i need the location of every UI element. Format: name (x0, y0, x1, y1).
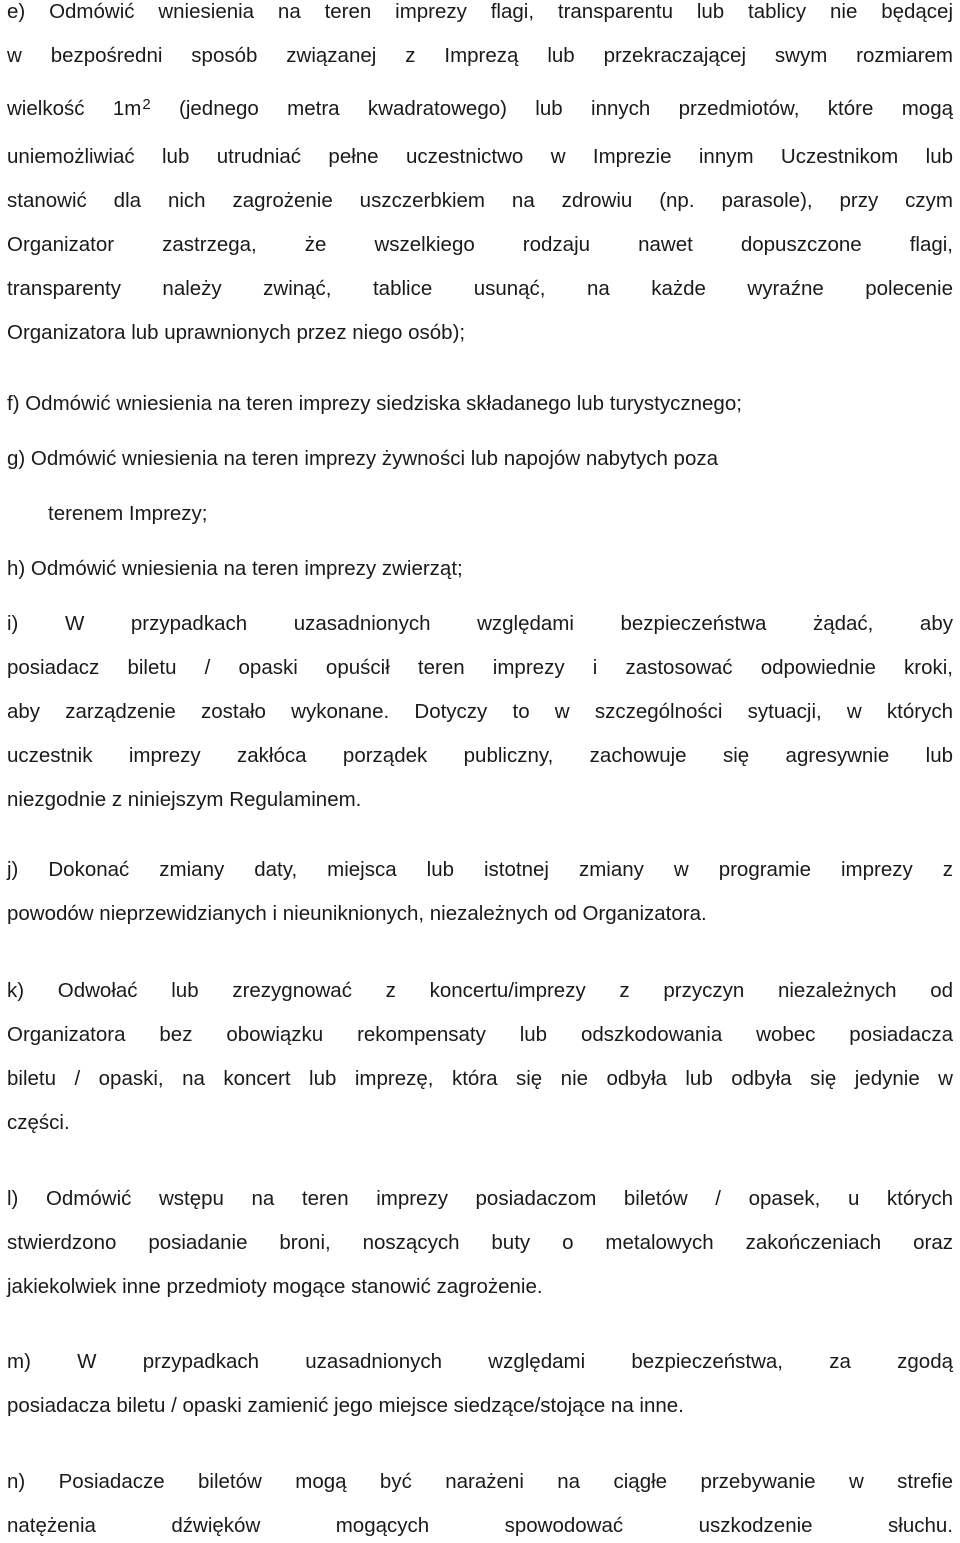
item-i-line-3: aby zarządzenie zostało wykonane. Dotyczy to w szczególności sytuacji, w których (7, 700, 953, 723)
item-k-line-4: części. (7, 1111, 70, 1134)
item-i-line-1: i) W przypadkach uzasadnionych względami bezpieczeństwa żądać, aby (7, 612, 953, 635)
item-e-line-3 (7, 97, 953, 123)
item-n-line-2: natężenia dźwięków mogących spowodować uszkodzenie słuchu. (7, 1514, 953, 1537)
item-j-line-1: j) Dokonać zmiany daty, miejsca lub istotnej zmiany w programie imprezy z (7, 858, 953, 881)
item-i-line-4: uczestnik imprezy zakłóca porządek publiczny, zachowuje się agresywnie lub (7, 744, 953, 767)
item-e-line-7: transparenty należy zwinąć, tablice usunąć, na każde wyraźne polecenie (7, 277, 953, 300)
item-e-line-4: uniemożliwiać lub utrudniać pełne uczestnictwo w Imprezie innym Uczestnikom lub (7, 145, 953, 168)
item-l-line-1: l) Odmówić wstępu na teren imprezy posiadaczom biletów / opasek, u których (7, 1187, 953, 1210)
item-m-line-2: posiadacza biletu / opaski zamienić jego miejsce siedzące/stojące na inne. (7, 1394, 684, 1417)
item-m-line-1: m) W przypadkach uzasadnionych względami bezpieczeństwa, za zgodą (7, 1350, 953, 1373)
item-e-line-2: w bezpośredni sposób związanej z Imprezą lub przekraczającej swym rozmiarem (7, 44, 953, 67)
superscript-exponent: 2 (142, 96, 151, 113)
item-j-line-2: powodów nieprzewidzianych i nieuniknionych, niezależnych od Organizatora. (7, 902, 707, 925)
item-l-line-2: stwierdzono posiadanie broni, noszących buty o metalowych zakończeniach oraz (7, 1231, 953, 1254)
item-k-line-1: k) Odwołać lub zrezygnować z koncertu/imprezy z przyczyn niezależnych od (7, 979, 953, 1002)
item-l-line-3: jakiekolwiek inne przedmioty mogące stanowić zagrożenie. (7, 1275, 543, 1298)
item-e-line-5: stanowić dla nich zagrożenie uszczerbkiem na zdrowiu (np. parasole), przy czym (7, 189, 953, 212)
item-e-line-8: Organizatora lub uprawnionych przez niego osób); (7, 321, 466, 344)
item-k-line-3: biletu / opaski, na koncert lub imprezę, która się nie odbyła lub odbyła się jedynie w (7, 1067, 953, 1090)
item-g-line-2: terenem Imprezy; (48, 502, 208, 525)
item-f-line-1: f) Odmówić wniesienia na teren imprezy siedziska składanego lub turystycznego; (7, 392, 742, 415)
item-g-line-1: g) Odmówić wniesienia na teren imprezy żywności lub napojów nabytych poza (7, 447, 719, 470)
item-k-line-2: Organizatora bez obowiązku rekompensaty lub odszkodowania wobec posiadacza (7, 1023, 953, 1046)
item-e-line-3-end: (jednego metra kwadratowego) lub innych przedmiotów, które mogą (150, 97, 953, 120)
item-e-line-3-start: wielkość 1m (7, 97, 142, 120)
item-i-line-5: niezgodnie z niniejszym Regulaminem. (7, 788, 362, 811)
item-h-line-1: h) Odmówić wniesienia na teren imprezy zwierząt; (7, 557, 463, 580)
item-i-line-2: posiadacz biletu / opaski opuścił teren imprezy i zastosować odpowiednie kroki, (7, 656, 953, 679)
item-e-line-1: e) Odmówić wniesienia na teren imprezy flagi, transparentu lub tablicy nie będącej (7, 0, 953, 23)
item-n-line-1: n) Posiadacze biletów mogą być narażeni na ciągłe przebywanie w strefie (7, 1470, 953, 1493)
item-e-line-6: Organizator zastrzega, że wszelkiego rodzaju nawet dopuszczone flagi, (7, 233, 953, 256)
